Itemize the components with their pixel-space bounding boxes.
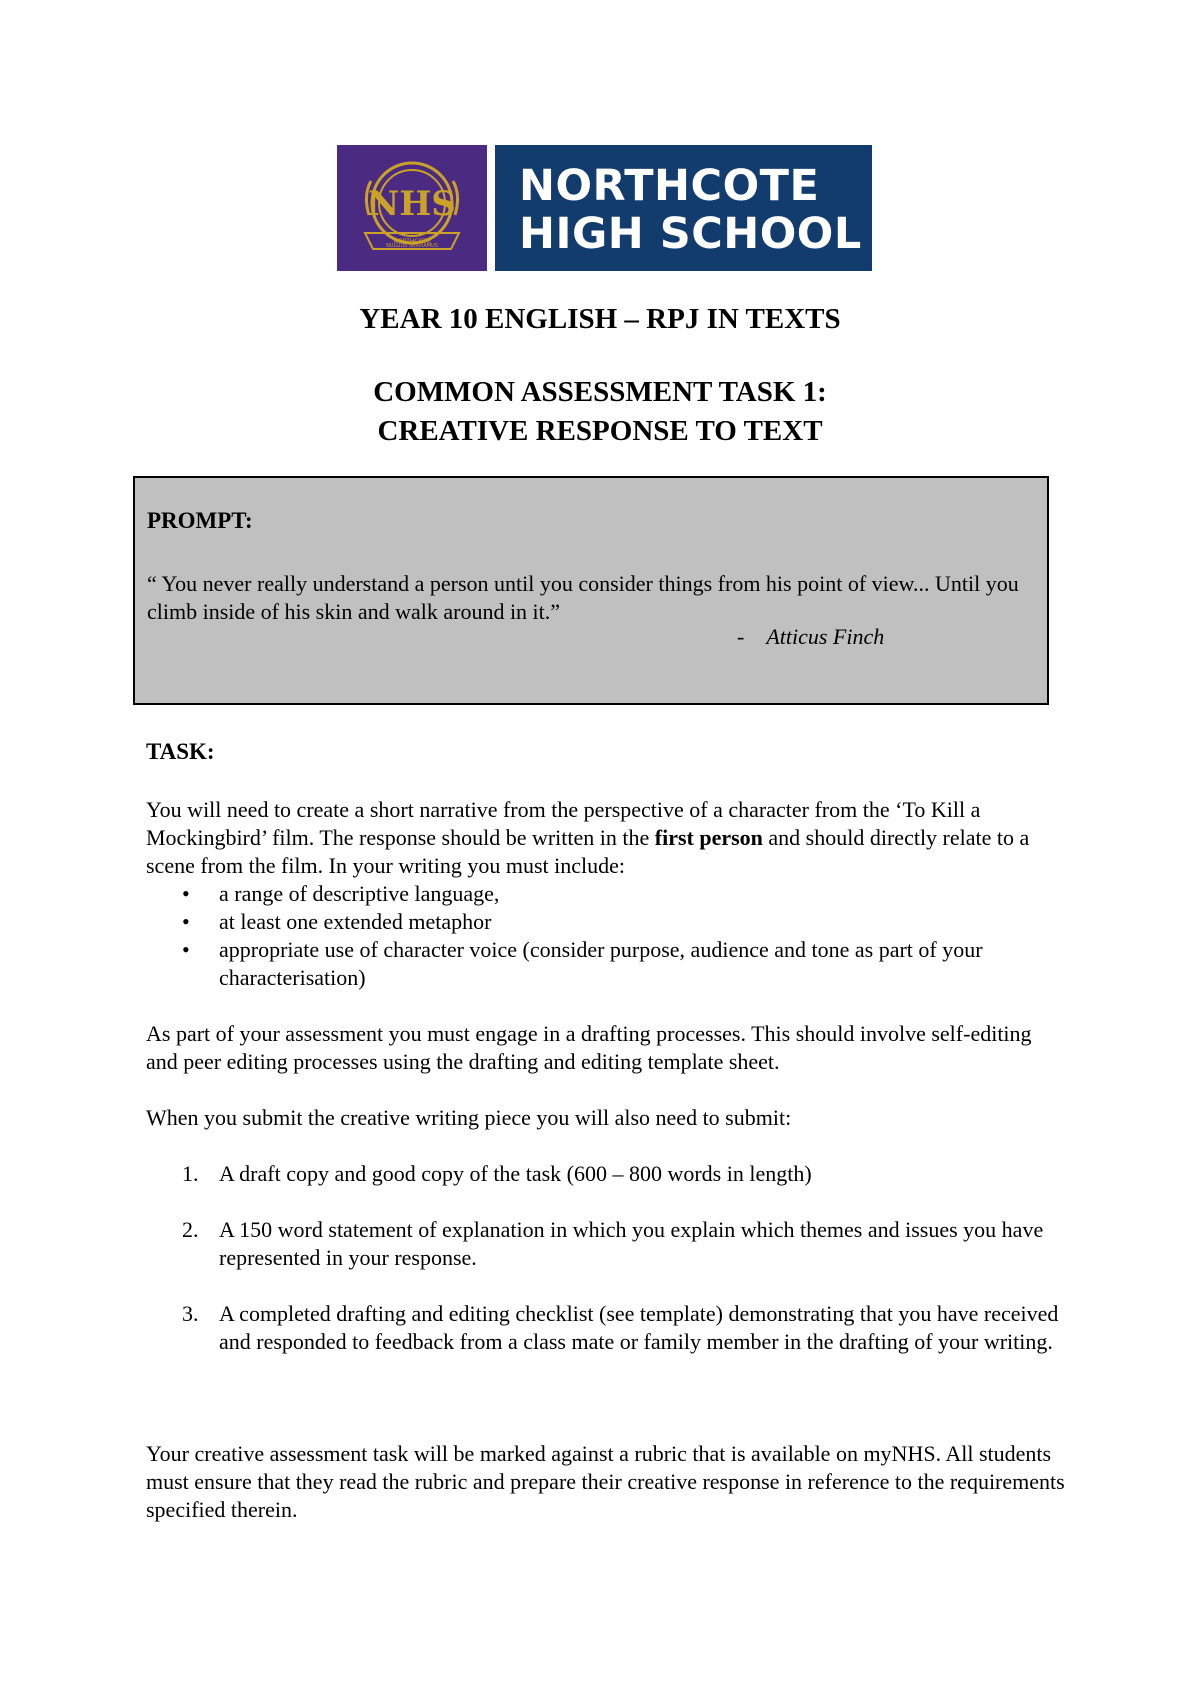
list-item [146,1300,1066,1356]
logo-wordmark [495,145,872,271]
task-title-line-1: COMMON ASSESSMENT TASK 1: [373,376,827,408]
page-title: YEAR 10 ENGLISH – RPJ IN TEXTS [359,303,841,335]
list-item-text: a range of descriptive language, [219,881,500,906]
crest-letters: NHS [368,184,456,224]
prompt-quote: “ You never really understand a person until you consider things from his point of view... Until you climb inside of his skin and walk around in it.” [147,571,1019,624]
item-number: 1. [182,1161,199,1186]
attribution-dash: - [737,624,745,649]
task-intro-emphasis: first person [654,825,763,850]
task-intro-paragraph [146,796,1066,880]
prompt-box [133,476,1049,705]
logo-line-2: HIGH SCHOOL [519,209,862,259]
list-item-text: A 150 word statement of explanation in which you explain which themes and issues you have represented in your response. [219,1217,1044,1270]
task-title-line-2: CREATIVE RESPONSE TO TEXT [377,415,823,447]
list-item-text: at least one extended metaphor [219,909,492,934]
list-item-text: A draft copy and good copy of the task (600 – 800 words in length) [219,1161,812,1186]
submission-intro: When you submit the creative writing piece you will also need to submit: [146,1105,792,1130]
bullet-icon: • [182,881,190,906]
crest-motto: NULLIUS SERVIAMUS [386,243,438,249]
rubric-paragraph: Your creative assessment task will be marked against a rubric that is available on myNHS. All students must ensure that they read the rubric and prepare their creative response in reference to the requirements specified therein. [146,1441,1065,1522]
list-item [146,936,1066,992]
drafting-paragraph: As part of your assessment you must engage in a drafting processes. This should involve self-editing and peer editing processes using the drafting and editing template sheet. [146,1021,1032,1074]
attribution-name: Atticus Finch [766,624,885,649]
task-intro-text: You will need to create a short narrative from the perspective of a character from the ‘To Kill a Mockingbird’ film. The response should be written in the [146,797,981,850]
logo-line-1: NORTHCOTE [519,161,820,211]
list-item [146,1216,1066,1272]
task-heading: TASK: [146,739,215,764]
school-crest [337,145,487,271]
bullet-icon: • [182,909,190,934]
list-item [146,880,1066,908]
list-item [146,1160,1066,1188]
submission-list [146,1160,1066,1384]
requirements-list [146,880,1066,992]
bullet-icon: • [182,937,190,962]
item-number: 3. [182,1301,199,1326]
item-number: 2. [182,1217,199,1242]
list-item-text: A completed drafting and editing checklist (see template) demonstrating that you have received and responded to feedback from a class mate or family member in the drafting of your writing. [219,1301,1059,1354]
prompt-heading: PROMPT: [147,508,253,533]
crest-name: NORTHCOTE [393,238,431,245]
list-item-text: appropriate use of character voice (consider purpose, audience and tone as part of your characterisation) [219,937,983,990]
crest-emblem-icon [351,155,473,261]
prompt-attribution [737,624,884,650]
task-intro-text-end: and should directly relate to a scene from the film. In your writing you must include: [146,825,1030,878]
school-logo [337,145,872,271]
list-item [146,908,1066,936]
